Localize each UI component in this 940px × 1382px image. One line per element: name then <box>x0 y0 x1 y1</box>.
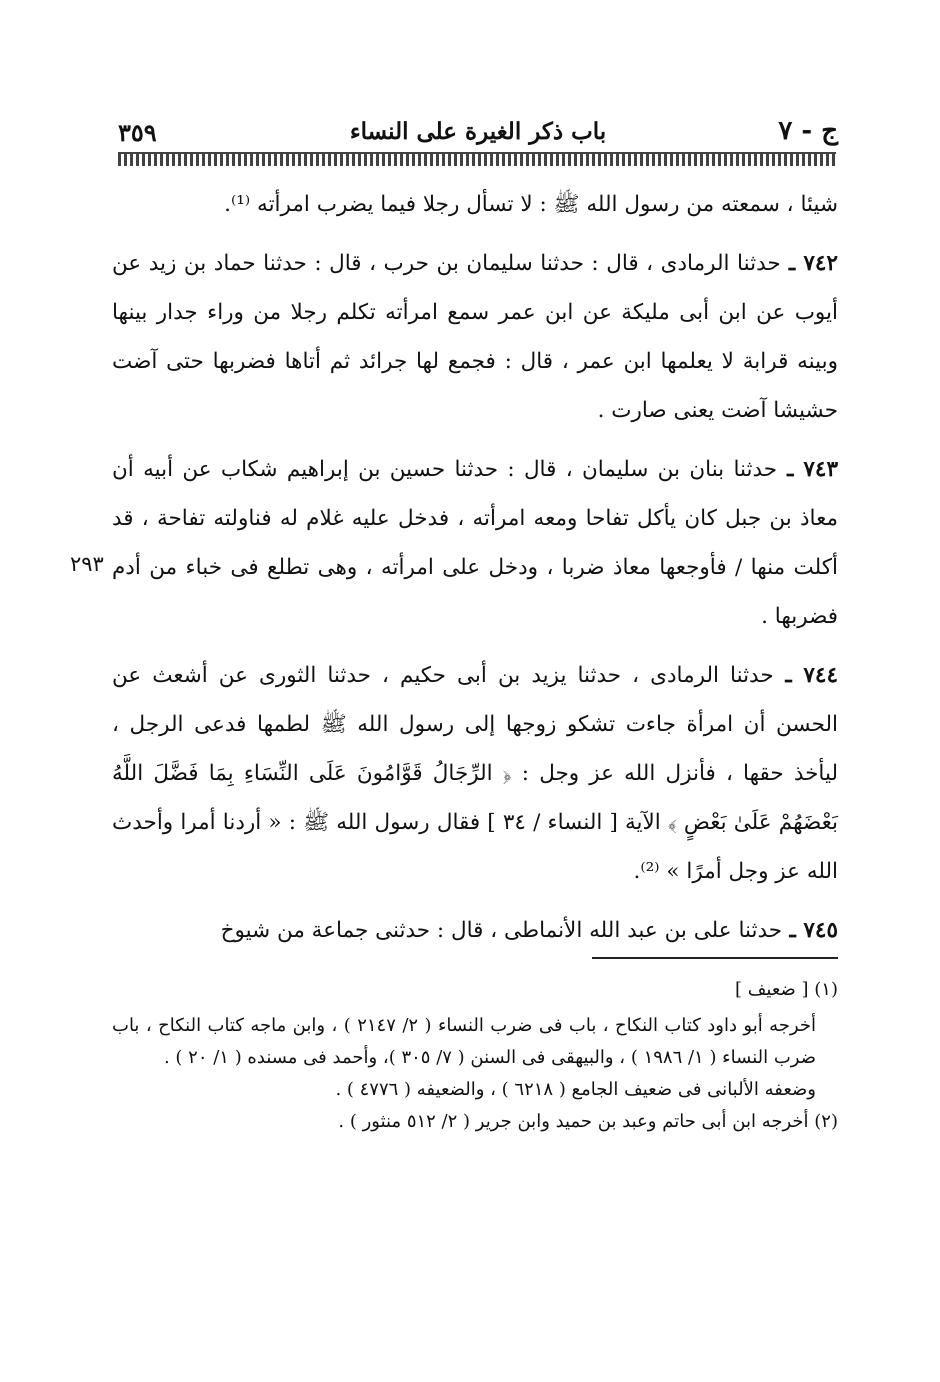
chapter-title: باب ذكر الغيرة على النساء <box>349 118 607 145</box>
footnote-rule <box>592 957 838 959</box>
paragraph <box>112 445 838 641</box>
main-text <box>112 180 838 955</box>
hadith-number: ٧٤٢ ـ <box>780 251 838 276</box>
paragraph <box>112 651 838 896</box>
page-number: ٣٥٩ <box>118 118 157 147</box>
paragraph <box>112 180 838 229</box>
paragraph-text: حدثنا الرمادى ، قال : حدثنا سليمان بن حرب ، قال : حدثنا حماد بن زيد عن أيوب عن ابن أبى مليكة عن ابن عمر سمع امرأته تكلم رجلا من وراء جدار بينها وبينه قرابة لا يعلمها ابن عمر ، قال : فجمع لها جرائد ثم أتاها فضربها حتى آضت حشيشا آضت يعنى صارت . <box>112 251 838 423</box>
footnote-1-grade: وضعفه الألبانى فى ضعيف الجامع ( ٦٢١٨ ) ، والضعيفه ( ٤٧٧٦ ) . <box>335 1079 816 1100</box>
volume-label: ج - ٧ <box>778 116 838 146</box>
footnote-1-text: أخرجه أبو داود كتاب النكاح ، باب فى ضرب النساء ( ٢/ ٢١٤٧ ) ، وابن ماجه كتاب النكاح ، باب ضرب النساء ( ١/ ١٩٨٦ ) ، والبيهقى فى السنن ( ٧/ ٣٠٥ )، وأحمد فى مسنده ( ١/ ٢٠ ) . <box>112 1015 816 1068</box>
footnotes <box>112 974 838 1138</box>
paragraph <box>112 906 838 955</box>
paragraph-text: حدثنا بنان بن سليمان ، قال : حدثنا حسين بن إبراهيم شكاب عن أبيه أن معاذ بن جبل كان يأكل تفاحا ومعه امرأته ، فدخل عليه غلام له فناولته تفاحة ، قد أكلت منها / فأوجعها معاذ ضربا ، ودخل على امرأته ، وهى تطلع فى خباء من أدم فضربها . <box>112 457 838 629</box>
paragraph-text: شيئا ، سمعته من رسول الله ﷺ : لا تسأل رجلا فيما يضرب امرأته ⁽¹⁾. <box>224 192 838 217</box>
hadith-number: ٧٤٥ ـ <box>782 918 838 943</box>
hadith-number: ٧٤٤ ـ <box>773 663 838 688</box>
paragraph-text: حدثنا الرمادى ، حدثنا يزيد بن أبى حكيم ، حدثنا الثورى عن أشعث عن الحسن أن امرأة جاءت تشكو زوجها إلى رسول الله ﷺ لطمها فدعى الرجل ، ليأخذ حقها ، فأنزل الله عز وجل : ﴿ الرِّجَالُ قَوَّامُونَ عَلَى النِّسَاءِ بِمَا فَضَّلَ اللَّهُ بَعْضَهُمْ عَلَىٰ بَعْضٍ ﴾ الآية [ النساء / ٣٤ ] فقال رسول الله ﷺ : « أردنا أمرا وأحدث الله عز وجل أمرًا » ⁽²⁾. <box>112 663 838 884</box>
header-rule <box>118 152 836 166</box>
footnote-1-title: (١) [ ضعيف ] <box>735 979 838 1000</box>
page-header <box>118 116 838 156</box>
paragraph <box>112 239 838 435</box>
hadith-number: ٧٤٣ ـ <box>777 457 838 482</box>
paragraph-text: حدثنا على بن عبد الله الأنماطى ، قال : حدثنى جماعة من شيوخ <box>220 918 783 943</box>
footnote-2-text: (٢) أخرجه ابن أبى حاتم وعبد بن حميد وابن جرير ( ٢/ ٥١٢ منثور ) . <box>338 1111 838 1132</box>
margin-page-reference: ٢٩٣ <box>70 552 104 576</box>
